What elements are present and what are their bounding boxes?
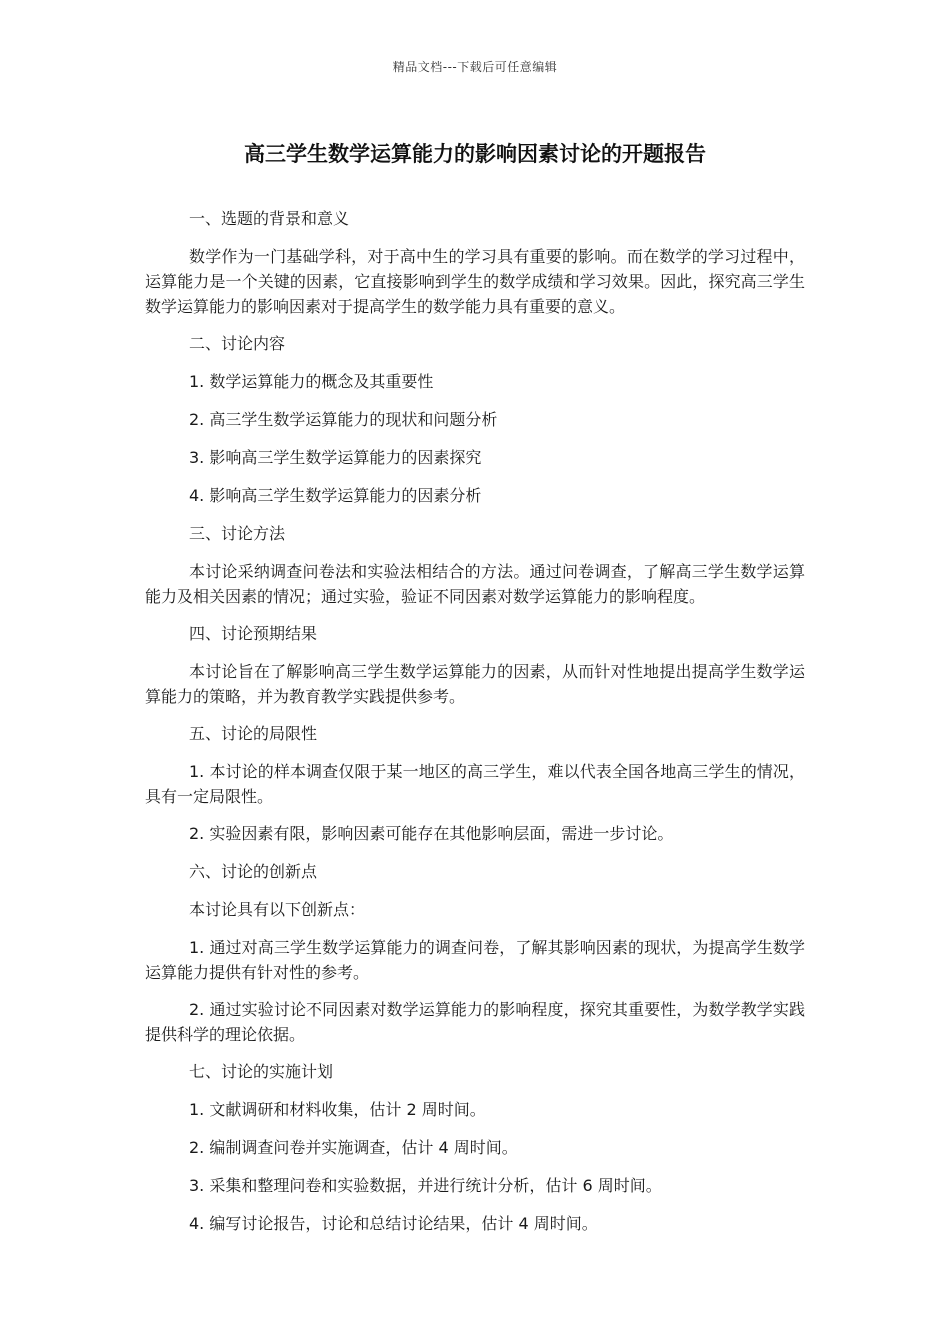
list-item: 1. 本讨论的样本调查仅限于某一地区的高三学生，难以代表全国各地高三学生的情况，具有一定局限性。	[145, 762, 805, 806]
list-item: 1. 通过对高三学生数学运算能力的调查问卷，了解其影响因素的现状，为提高学生数学运算能力提供有针对性的参考。	[145, 938, 805, 982]
paragraph: 数学作为一门基础学科，对于高中生的学习具有重要的影响。而在数学的学习过程中，运算能力是一个关键的因素，它直接影响到学生的数学成绩和学习效果。因此，探究高三学生数学运算能力的影响因素对于提高学生的数学能力具有重要的意义。	[145, 247, 805, 316]
list-item: 1. 文献调研和材料收集，估计 2 周时间。	[189, 1100, 486, 1119]
list-item: 4. 编写讨论报告，讨论和总结讨论结果，估计 4 周时间。	[189, 1214, 598, 1233]
list-item: 3. 采集和整理问卷和实验数据，并进行统计分析，估计 6 周时间。	[189, 1176, 662, 1195]
section-heading: 三、讨论方法	[189, 524, 286, 543]
header-note: 精品文档---下载后可任意编辑	[392, 60, 558, 74]
document-title: 高三学生数学运算能力的影响因素讨论的开题报告	[244, 142, 706, 166]
section-heading: 六、讨论的创新点	[189, 862, 318, 881]
list-item: 2. 通过实验讨论不同因素对数学运算能力的影响程度，探究其重要性，为数学教学实践提供科学的理论依据。	[145, 1000, 805, 1044]
document-body	[145, 206, 805, 1249]
list-item: 4. 影响高三学生数学运算能力的因素分析	[189, 486, 482, 505]
list-item: 2. 实验因素有限，影响因素可能存在其他影响层面，需进一步讨论。	[189, 824, 674, 843]
list-item: 2. 编制调查问卷并实施调查，估计 4 周时间。	[189, 1138, 518, 1157]
section-heading: 七、讨论的实施计划	[189, 1062, 334, 1081]
paragraph: 本讨论旨在了解影响高三学生数学运算能力的因素，从而针对性地提出提高学生数学运算能力的策略，并为教育教学实践提供参考。	[145, 662, 805, 706]
section-heading: 四、讨论预期结果	[189, 624, 318, 643]
list-item: 3. 影响高三学生数学运算能力的因素探究	[189, 448, 482, 467]
list-item: 2. 高三学生数学运算能力的现状和问题分析	[189, 410, 498, 429]
section-heading: 五、讨论的局限性	[189, 724, 318, 743]
paragraph: 本讨论采纳调查问卷法和实验法相结合的方法。通过问卷调查，了解高三学生数学运算能力及相关因素的情况；通过实验，验证不同因素对数学运算能力的影响程度。	[145, 562, 805, 606]
section-heading: 二、讨论内容	[189, 334, 286, 353]
paragraph: 本讨论具有以下创新点：	[189, 900, 366, 919]
section-heading: 一、选题的背景和意义	[189, 209, 350, 228]
list-item: 1. 数学运算能力的概念及其重要性	[189, 372, 434, 391]
